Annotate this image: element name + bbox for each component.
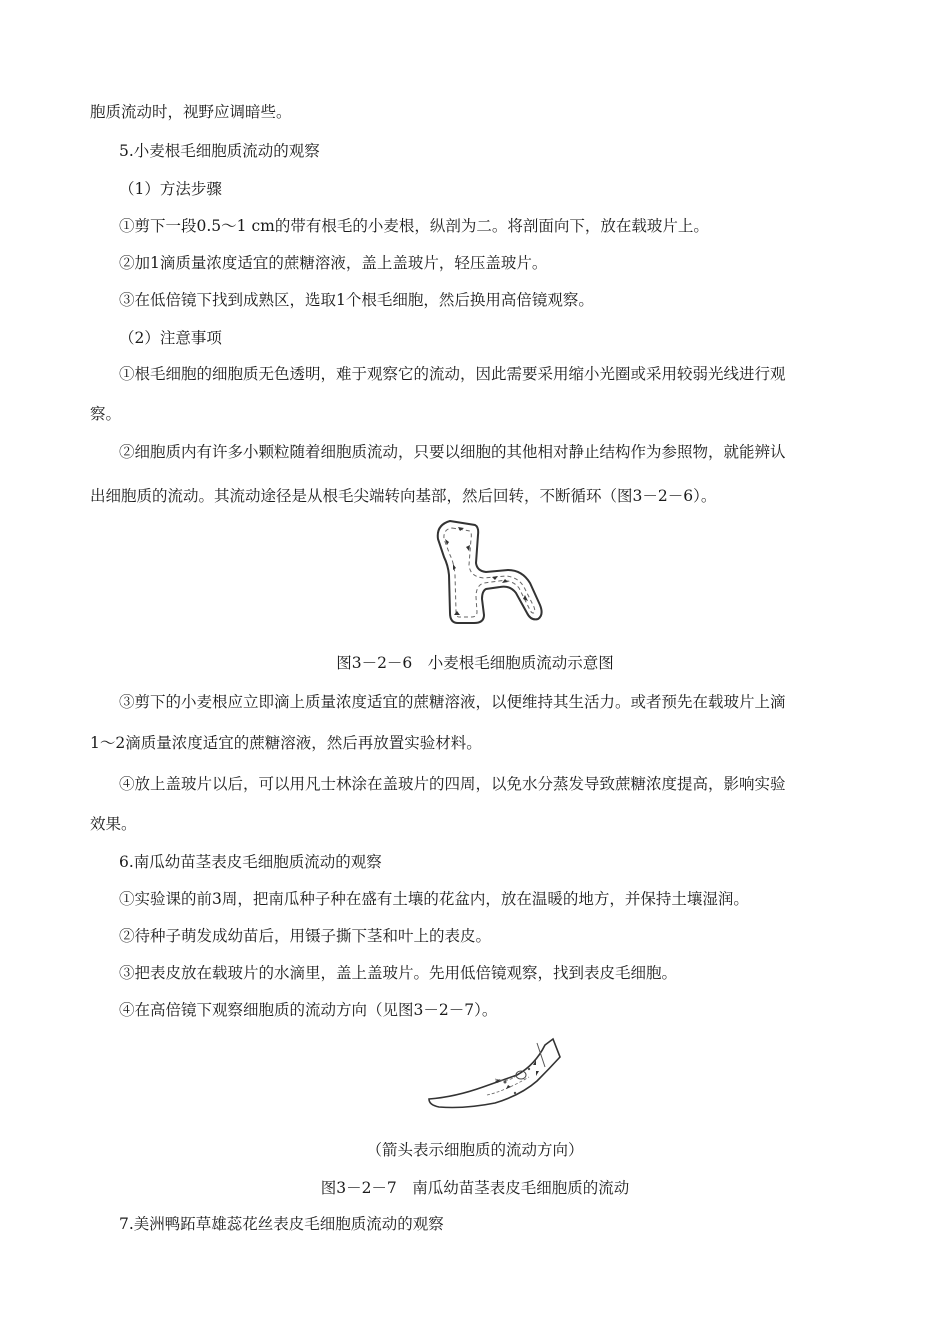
paragraph: ③剪下的小麦根应立即滴上质量浓度适宜的蔗糖溶液，以便维持其生活力。或者预先在载玻片上滴: [119, 693, 786, 711]
paragraph: ③把表皮放在载玻片的水滴里，盖上盖玻片。先用低倍镜观察，找到表皮毛细胞。: [119, 964, 678, 982]
paragraph: ②待种子萌发成幼苗后，用镊子撕下茎和叶上的表皮。: [119, 927, 492, 945]
epidermal-hair-figure: [425, 1035, 565, 1115]
paragraph: ④在高倍镜下观察细胞质的流动方向（见图3－2－7）。: [119, 1001, 498, 1019]
paragraph: ②加1滴质量浓度适宜的蔗糖溶液，盖上盖玻片，轻压盖玻片。: [119, 254, 548, 272]
figure-caption: 图3－2－6 小麦根毛细胞质流动示意图: [336, 654, 614, 672]
paragraph: ②细胞质内有许多小颗粒随着细胞质流动，只要以细胞的其他相对静止结构作为参照物，就能辨认: [119, 443, 786, 461]
paragraph: 出细胞质的流动。其流动途径是从根毛尖端转向基部，然后回转，不断循环（图3－2－6）。: [90, 487, 717, 505]
figure-note: （箭头表示细胞质的流动方向）: [366, 1141, 584, 1159]
subsection-heading: （1）方法步骤: [119, 180, 222, 198]
paragraph: ①实验课的前3周，把南瓜种子种在盛有土壤的花盆内，放在温暖的地方，并保持土壤湿润。: [119, 890, 749, 908]
paragraph: 察。: [90, 405, 122, 423]
paragraph: 1～2滴质量浓度适宜的蔗糖溶液，然后再放置实验材料。: [90, 734, 482, 752]
section-heading-5: 5.小麦根毛细胞质流动的观察: [119, 142, 320, 160]
paragraph: 效果。: [90, 815, 137, 833]
paragraph: ①剪下一段0.5～1 cm的带有根毛的小麦根，纵剖为二。将剖面向下，放在载玻片上。: [119, 217, 709, 235]
section-heading-6: 6.南瓜幼苗茎表皮毛细胞质流动的观察: [119, 853, 382, 871]
paragraph: ④放上盖玻片以后，可以用凡士林涂在盖玻片的四周，以免水分蒸发导致蔗糖浓度提高，影响实验: [119, 775, 786, 793]
root-hair-figure: [430, 515, 560, 630]
paragraph: 胞质流动时，视野应调暗些。: [90, 103, 292, 121]
paragraph: ③在低倍镜下找到成熟区，选取1个根毛细胞，然后换用高倍镜观察。: [119, 291, 594, 309]
figure-caption: 图3－2－7 南瓜幼苗茎表皮毛细胞质的流动: [320, 1179, 630, 1197]
paragraph: ①根毛细胞的细胞质无色透明，难于观察它的流动，因此需要采用缩小光圈或采用较弱光线进行观: [119, 365, 786, 383]
section-heading-7: 7.美洲鸭跖草雄蕊花丝表皮毛细胞质流动的观察: [119, 1215, 444, 1233]
subsection-heading: （2）注意事项: [119, 329, 222, 347]
